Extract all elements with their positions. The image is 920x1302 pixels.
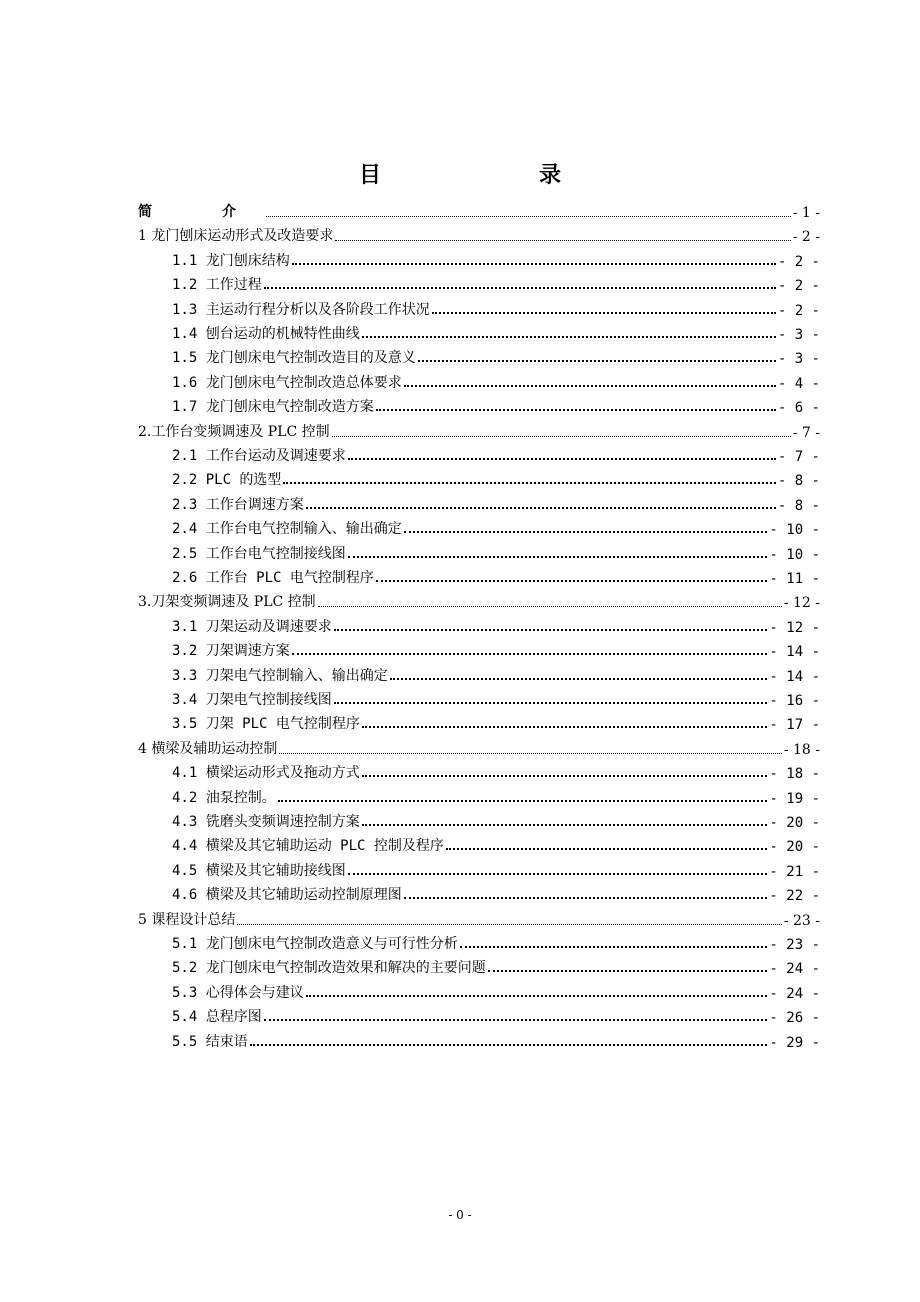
toc-entry[interactable] (172, 321, 820, 343)
toc-entry-page: - 12 - (783, 595, 820, 612)
toc-entry-page: - 17 - (769, 717, 820, 734)
toc-entry-page: - 21 - (769, 863, 820, 880)
toc-entry-page: - 11 - (769, 571, 820, 587)
toc-entry-page: - 19 - (769, 790, 820, 807)
dot-leader (362, 775, 768, 777)
toc-entry-page: - 2 - (792, 229, 820, 246)
toc-entry[interactable] (172, 370, 820, 392)
dot-leader (488, 970, 768, 972)
toc-entry-title: 3.3 刀架电气控制输入、输出确定 (172, 667, 388, 684)
toc-entry-title: 3.5 刀架 PLC 电气控制程序 (172, 716, 360, 733)
toc-entry[interactable] (172, 467, 820, 489)
toc-entry-title: 4 横梁及辅助运动控制 (138, 740, 278, 757)
toc-entry[interactable] (172, 492, 820, 514)
toc-entry[interactable] (172, 565, 820, 587)
toc-entry-title: 2.6 工作台 PLC 电气控制程序 (172, 570, 374, 586)
dot-leader (250, 1044, 768, 1046)
toc-entry[interactable] (172, 443, 820, 465)
toc-entry-title: 4.5 横梁及其它辅助接线图 (172, 862, 346, 879)
dot-leader (362, 726, 768, 728)
toc-entry-page: - 4 - (777, 375, 820, 392)
toc-entry-page: - 26 - (769, 1010, 820, 1027)
dot-leader (334, 629, 768, 631)
toc-entry-title: 3.刀架变频调速及 PLC 控制 (138, 594, 316, 611)
toc-entry-page: - 23 - (769, 937, 820, 953)
dot-leader (376, 409, 776, 411)
toc-entry[interactable] (172, 272, 820, 294)
toc-entry-page: - 14 - (769, 668, 820, 685)
toc-entry-title: 5.3 心得体会与建议 (172, 984, 304, 1001)
toc-entry[interactable] (172, 394, 820, 416)
toc-entry-title: 2.1 工作台运动及调速要求 (172, 448, 346, 464)
toc-entry[interactable] (138, 199, 820, 221)
toc-entry[interactable] (172, 955, 820, 977)
dot-leader (332, 436, 791, 437)
toc-entry[interactable] (172, 1004, 820, 1026)
toc-entry-title: 5.2 龙门刨床电气控制改造效果和解决的主要问题 (172, 960, 486, 977)
page-number: - 0 - (448, 1208, 472, 1222)
toc-entry-title: 2.2 PLC 的选型 (172, 472, 282, 489)
toc-entry-page: - 8 - (777, 497, 820, 514)
toc-entry-title: 4.3 铣磨头变频调速控制方案 (172, 814, 360, 830)
toc-entry-page: - 16 - (769, 693, 820, 709)
dot-leader (279, 753, 781, 754)
toc-entry-title: 5 课程设计总结 (138, 911, 236, 928)
toc-entry-title: 2.工作台变频调速及 PLC 控制 (138, 423, 330, 440)
toc-entry[interactable] (172, 614, 820, 636)
dot-leader (237, 924, 781, 925)
dot-leader (306, 995, 768, 997)
dot-leader (390, 678, 768, 680)
toc-entry-title: 4.6 横梁及其它辅助运动控制原理图 (172, 887, 402, 904)
toc-entry-title: 1.4 刨台运动的机械特性曲线 (172, 326, 360, 342)
toc-entry[interactable] (172, 516, 820, 538)
toc-entry[interactable] (172, 809, 820, 831)
dot-leader (278, 800, 768, 802)
toc-title: 目 录 (358, 163, 599, 188)
dot-leader (348, 458, 776, 460)
toc-entry-page: - 12 - (769, 619, 820, 636)
toc-entry-title: 3.1 刀架运动及调速要求 (172, 618, 332, 635)
toc-entry-title: 2.3 工作台调速方案 (172, 496, 304, 513)
toc-entry[interactable] (172, 541, 820, 563)
toc-entry-title: 1.2 工作过程 (172, 277, 262, 294)
toc-entry-title: 5.4 总程序图 (172, 1009, 262, 1026)
toc-entry-title: 1.5 龙门刨床电气控制改造目的及意义 (172, 350, 416, 367)
dot-leader (348, 556, 768, 558)
toc-entry[interactable] (172, 858, 820, 880)
toc-entry[interactable] (172, 663, 820, 685)
dot-leader (292, 263, 776, 265)
toc-entry-page: - 3 - (777, 327, 820, 343)
toc-entry-page: - 14 - (769, 644, 820, 661)
dot-leader (376, 580, 768, 582)
toc-entry-page: - 24 - (769, 985, 820, 1002)
dot-leader (292, 653, 768, 655)
toc-entry-page: - 20 - (769, 839, 820, 856)
toc-entry-title: 4.4 横梁及其它辅助运动 PLC 控制及程序 (172, 838, 444, 855)
toc-entry[interactable] (138, 223, 820, 245)
toc-entry-page: - 1 - (792, 205, 820, 221)
toc-entry-page: - 20 - (769, 815, 820, 831)
toc-entry[interactable] (172, 711, 820, 733)
toc-entry-title: 1.6 龙门刨床电气控制改造总体要求 (172, 374, 402, 391)
toc-entry-page: - 3 - (777, 351, 820, 368)
toc-entry[interactable] (172, 345, 820, 367)
toc-entry-page: - 10 - (769, 522, 820, 539)
toc-entry[interactable] (172, 687, 820, 709)
toc-entry[interactable] (172, 297, 820, 319)
toc-entry[interactable] (172, 931, 820, 953)
dot-leader (266, 216, 791, 217)
dot-leader (264, 1019, 768, 1021)
toc-entry-title: 3.2 刀架调速方案 (172, 643, 290, 660)
toc-entry-page: - 8 - (777, 473, 820, 490)
toc-entry-title: 1.1 龙门刨床结构 (172, 252, 290, 269)
dot-leader (348, 873, 768, 875)
toc-entry[interactable] (138, 589, 820, 611)
dot-leader (404, 385, 776, 387)
dot-leader (283, 482, 775, 484)
toc-entry[interactable] (172, 638, 820, 660)
toc-entry[interactable] (172, 760, 820, 782)
toc-entry-title: 5.1 龙门刨床电气控制改造意义与可行性分析 (172, 936, 458, 952)
toc-entry-title: 1.3 主运动行程分析以及各阶段工作状况 (172, 301, 430, 318)
toc-entry[interactable] (138, 419, 820, 441)
toc-entry-page: - 2 - (777, 302, 820, 319)
toc-entry-page: - 7 - (777, 449, 820, 465)
toc-entry-title: 2.5 工作台电气控制接线图 (172, 545, 346, 562)
toc-entry-title: 2.4 工作台电气控制输入、输出确定 (172, 521, 402, 538)
toc-entry[interactable] (172, 248, 820, 270)
toc-entry-page: - 6 - (777, 400, 820, 417)
toc-entry[interactable] (172, 833, 820, 855)
toc-entry[interactable] (172, 882, 820, 904)
dot-leader (404, 897, 768, 899)
toc-entry[interactable] (138, 907, 820, 929)
toc-entry[interactable] (172, 785, 820, 807)
toc-entry-title: 3.4 刀架电气控制接线图 (172, 692, 332, 708)
toc-entry-title: 1 龙门刨床运动形式及改造要求 (138, 228, 334, 245)
dot-leader (418, 360, 776, 362)
dot-leader (432, 312, 776, 314)
toc-entry-page: - 18 - (783, 741, 820, 758)
toc-entry-page: - 2 - (777, 278, 820, 295)
dot-leader (460, 946, 768, 948)
toc-entry-page: - 7 - (792, 424, 820, 441)
toc-entry-title: 4.1 横梁运动形式及拖动方式 (172, 765, 360, 782)
dot-leader (306, 507, 776, 509)
dot-leader (335, 240, 790, 241)
toc-entry-page: - 29 - (769, 1034, 820, 1051)
dot-leader (362, 336, 776, 338)
toc-entry-title: 4.2 油泵控制。 (172, 789, 276, 806)
dot-leader (318, 606, 782, 607)
dot-leader (404, 531, 768, 533)
toc-entry-title: 1.7 龙门刨床电气控制改造方案 (172, 399, 374, 416)
toc-entry[interactable] (172, 980, 820, 1002)
toc-entry[interactable] (172, 1029, 820, 1051)
toc-entry-title: 5.5 结束语 (172, 1033, 248, 1050)
toc-entry[interactable] (138, 736, 820, 758)
toc-entry-title: 简 介 (138, 204, 264, 220)
toc-entry-page: - 24 - (769, 961, 820, 978)
toc-entry-page: - 22 - (769, 888, 820, 905)
dot-leader (264, 287, 776, 289)
dot-leader (446, 848, 768, 850)
toc-entry-page: - 18 - (769, 766, 820, 783)
dot-leader (334, 702, 768, 704)
toc-entry-page: - 23 - (783, 912, 820, 929)
toc-entry-page: - 2 - (777, 253, 820, 270)
toc-entry-page: - 10 - (769, 546, 820, 563)
dot-leader (362, 824, 768, 826)
